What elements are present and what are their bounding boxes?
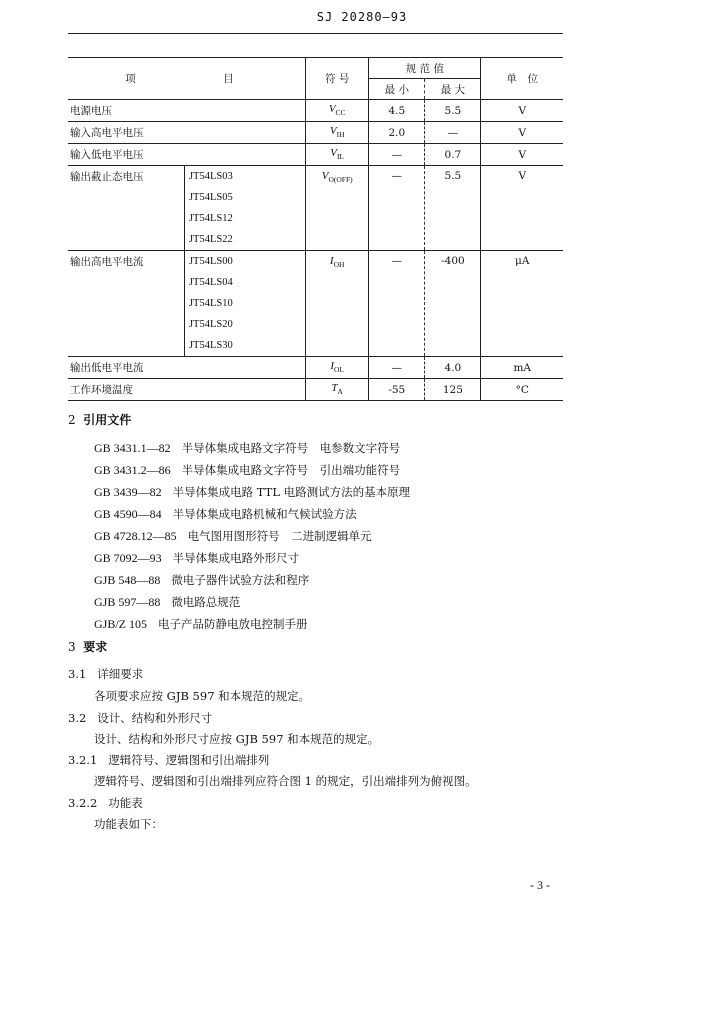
header-rule — [68, 33, 563, 34]
row-max: — — [425, 122, 481, 144]
row-max: 0.7 — [425, 144, 481, 166]
subsection-heading: 3.2 设计、结构和外形尺寸 — [68, 711, 213, 725]
row-unit: V — [481, 122, 563, 144]
reference-item: GB 3439—82 半导体集成电路 TTL 电路测试方法的基本原理 — [94, 485, 411, 499]
row-symbol: $I_{OL}$ — [306, 357, 369, 379]
paragraph: 功能表如下： — [94, 817, 163, 831]
row-min: — — [369, 166, 425, 251]
subsection-heading: 3.2.2 功能表 — [68, 796, 143, 810]
reference-item: GB 4728.12—85 电气图用图形符号 二进制逻辑单元 — [94, 529, 372, 543]
device-type-list — [184, 166, 305, 251]
row-unit: V — [481, 100, 563, 122]
page-number: - 3 - — [530, 878, 550, 892]
device-type: JT54LS05 — [188, 192, 233, 203]
table-row — [68, 144, 563, 166]
row-symbol: $V_{CC}$ — [306, 100, 369, 122]
row-item: 工作环境温度 — [70, 384, 133, 396]
row-unit: V — [481, 166, 563, 251]
device-type: JT54LS22 — [188, 234, 233, 245]
paragraph: 逻辑符号、逻辑图和引出端排列应符合图 1 的规定，引出端排列为俯视图。 — [94, 774, 477, 788]
column-header-item: 项 目 — [125, 73, 248, 85]
column-header-symbol: 符 号 — [306, 58, 369, 100]
row-symbol: $V_{IL}$ — [306, 144, 369, 166]
row-min: 4.5 — [369, 100, 425, 122]
row-max: 125 — [425, 379, 481, 401]
device-type: JT54LS03 — [188, 171, 233, 182]
row-item: 输出低电平电流 — [70, 362, 144, 374]
table-row — [68, 379, 563, 401]
reference-item: GJB 597—88 微电路总规范 — [94, 595, 241, 609]
table-row — [68, 100, 563, 122]
device-type: JT54LS10 — [188, 298, 233, 309]
row-symbol: $T_A$ — [306, 379, 369, 401]
reference-item: GB 7092—93 半导体集成电路外形尺寸 — [94, 551, 300, 565]
row-item: 输出高电平电流 — [70, 256, 144, 268]
table-row — [68, 122, 563, 144]
row-symbol: $I_{OH}$ — [306, 251, 369, 357]
subsection-heading: 3.2.1 逻辑符号、逻辑图和引出端排列 — [68, 753, 270, 767]
table-row-group — [68, 251, 563, 357]
row-max: -400 — [425, 251, 481, 357]
row-item: 输出截止态电压 — [70, 171, 144, 183]
row-max: 4.0 — [425, 357, 481, 379]
table-row — [68, 357, 563, 379]
section-heading-references: 2 引用文件 — [68, 413, 132, 427]
section-heading-requirements: 3 要求 — [68, 640, 108, 654]
row-min: 2.0 — [369, 122, 425, 144]
row-item: 输入低电平电压 — [70, 149, 144, 161]
row-unit: μA — [481, 251, 563, 357]
reference-item: GB 3431.1—82 半导体集成电路文字符号 电参数文字符号 — [94, 441, 401, 455]
device-type: JT54LS00 — [188, 256, 233, 267]
document-code-header: SJ 20280—93 — [316, 10, 408, 24]
row-symbol: $V_{O(OFF)}$ — [306, 166, 369, 251]
row-unit: °C — [481, 379, 563, 401]
recommended-operating-conditions-table — [68, 57, 563, 401]
column-header-unit: 单 位 — [481, 58, 563, 100]
row-min: — — [369, 251, 425, 357]
row-max: 5.5 — [425, 166, 481, 251]
row-unit: mA — [481, 357, 563, 379]
subsection-heading: 3.1 详细要求 — [68, 667, 144, 681]
column-header-max: 最 大 — [425, 79, 481, 100]
table-row-group — [68, 166, 563, 251]
paragraph: 各项要求应按 GJB 597 和本规范的规定。 — [94, 689, 311, 703]
device-type: JT54LS12 — [188, 213, 233, 224]
row-min: — — [369, 357, 425, 379]
column-header-min: 最 小 — [369, 79, 425, 100]
reference-item: GB 3431.2—86 半导体集成电路文字符号 引出端功能符号 — [94, 463, 401, 477]
row-max: 5.5 — [425, 100, 481, 122]
reference-item: GB 4590—84 半导体集成电路机械和气候试验方法 — [94, 507, 357, 521]
row-symbol: $V_{IH}$ — [306, 122, 369, 144]
device-type: JT54LS30 — [188, 340, 233, 351]
device-type: JT54LS04 — [188, 277, 233, 288]
reference-item: GJB 548—88 微电子器件试验方法和程序 — [94, 573, 310, 587]
reference-item: GJB/Z 105 电子产品防静电放电控制手册 — [94, 617, 308, 631]
row-unit: V — [481, 144, 563, 166]
row-min: -55 — [369, 379, 425, 401]
paragraph: 设计、结构和外形尺寸应按 GJB 597 和本规范的规定。 — [94, 732, 380, 746]
row-item: 电源电压 — [70, 105, 112, 117]
device-type: JT54LS20 — [188, 319, 233, 330]
row-min: — — [369, 144, 425, 166]
device-type-list — [184, 251, 305, 357]
row-item: 输入高电平电压 — [70, 127, 144, 139]
column-header-spec-value: 规 范 值 — [369, 58, 481, 79]
